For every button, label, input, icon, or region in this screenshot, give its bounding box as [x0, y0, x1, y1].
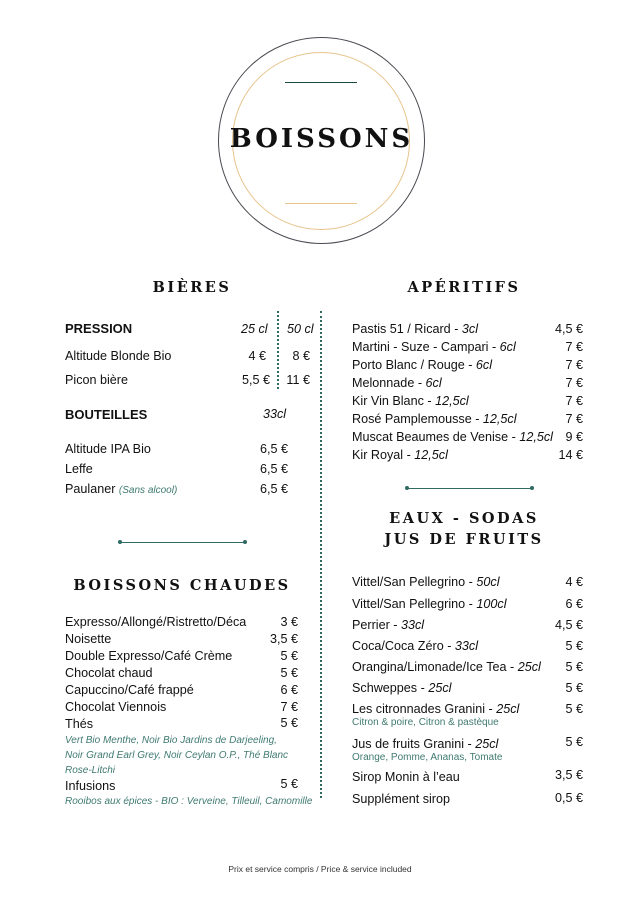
chaude-item-price: 6 € [280, 683, 298, 697]
infusions-name: Infusions [65, 779, 116, 793]
chaude-item-price: 7 € [280, 700, 298, 714]
aperitif-item-name: Muscat Beaumes de Venise - 12,5cl [352, 430, 553, 444]
pression-item-price-50: 11 € [286, 373, 310, 387]
section-title-eaux-line1: EAUX - SODAS [389, 510, 539, 527]
eau-item-price: 5 € [565, 702, 583, 716]
eau-item-name: Jus de fruits Granini - 25cl [352, 737, 499, 751]
bouteille-item-note: (Sans alcool) [118, 485, 178, 496]
chaude-item-name: Noisette [65, 632, 112, 646]
bouteille-item-price: 6,5 € [259, 442, 288, 456]
aperitif-item-price: 7 € [565, 412, 583, 426]
eau-item-name: Orangina/Limonade/Ice Tea - 25cl [352, 660, 541, 674]
eau-item-name: Coca/Coca Zéro - 33cl [352, 639, 478, 653]
chaude-item-name: Chocolat Viennois [65, 700, 167, 714]
bieres-bottom-divider [120, 542, 245, 543]
bouteilles-label: BOUTEILLES [65, 407, 148, 422]
eau-item-price: 6 € [565, 597, 583, 611]
section-title-chaudes: BOISSONS CHAUDES [73, 577, 291, 594]
chaude-item-price: 3 € [280, 615, 298, 629]
chaude-item-price: 5 € [280, 649, 298, 663]
infusions-note: Rooibos aux épices - BIO : Verveine, Tilleuil, Camomille [65, 796, 313, 807]
chaude-item-name: Capuccino/Café frappé [65, 683, 194, 697]
pression-item-name: Picon bière [65, 373, 129, 387]
eau-item-price: 5 € [565, 735, 583, 749]
aperitif-item-name: Kir Royal - 12,5cl [352, 448, 448, 462]
aperitif-item-price: 7 € [565, 394, 583, 408]
pression-item-price-25: 4 € [248, 349, 266, 363]
eau-item-name: Perrier - 33cl [352, 618, 425, 632]
section-title-aperitifs: APÉRITIFS [407, 279, 521, 296]
pression-label: PRESSION [65, 321, 133, 336]
eau-item-price: 4,5 € [554, 618, 583, 632]
page-title: BOISSONS [229, 124, 414, 154]
bouteille-item-name: Leffe [65, 462, 93, 476]
aperitif-item-name: Rosé Pamplemousse - 12,5cl [352, 412, 517, 426]
chaude-item-price: 5 € [280, 666, 298, 680]
eau-item-price: 5 € [565, 639, 583, 653]
infusions-price: 5 € [280, 777, 298, 791]
pression-item-price-50: 8 € [292, 349, 310, 363]
eau-item-name: Vittel/San Pellegrino - 50cl [352, 575, 500, 589]
eau-item-note: Citron & poire, Citron & pastèque [352, 717, 499, 728]
chaude-item-price: 5 € [280, 716, 298, 730]
aperitif-item-name: Kir Vin Blanc - 12,5cl [352, 394, 469, 408]
pression-col-25: 25 cl [241, 322, 268, 336]
aperitif-item-price: 4,5 € [554, 322, 583, 336]
thes-note-line: Vert Bio Menthe, Noir Bio Jardins de Darjeeling, [65, 735, 277, 746]
aperitif-item-price: 14 € [558, 448, 583, 462]
bouteille-item-price: 6,5 € [259, 462, 288, 476]
aperitif-item-price: 9 € [565, 430, 583, 444]
chaude-item-price: 3,5 € [269, 632, 298, 646]
aperitif-item-name: Melonnade - 6cl [352, 376, 442, 390]
section-title-eaux-line2: JUS DE FRUITS [384, 531, 544, 548]
eau-item-name: Les citronnades Granini - 25cl [352, 702, 520, 716]
pression-item-name: Altitude Blonde Bio [65, 349, 172, 363]
aperitif-item-name: Pastis 51 / Ricard - 3cl [352, 322, 478, 336]
aperitif-item-price: 7 € [565, 376, 583, 390]
eau-item-price: 5 € [565, 681, 583, 695]
bouteille-item-price: 6,5 € [259, 482, 288, 496]
eau-item-note: Orange, Pomme, Ananas, Tomate [352, 752, 503, 763]
aperitifs-bottom-divider [407, 488, 532, 489]
eau-item-name: Schweppes - 25cl [352, 681, 452, 695]
chaude-item-name: Double Expresso/Café Crème [65, 649, 233, 663]
thes-note-line: Rose-Litchi [65, 765, 116, 776]
eau-item-price: 5 € [565, 660, 583, 674]
chaude-item-name: Thés [65, 717, 93, 731]
title-rule-bottom [285, 203, 357, 204]
title-rule-top [285, 82, 357, 83]
aperitif-item-price: 7 € [565, 358, 583, 372]
bouteilles-col-33: 33cl [263, 407, 287, 421]
eau-item-price: 3,5 € [554, 768, 583, 782]
section-title-bieres: BIÈRES [152, 279, 232, 296]
thes-note-line: Noir Grand Earl Grey, Noir Ceylan O.P., Thé Blanc [65, 750, 289, 761]
pression-item-price-25: 5,5 € [241, 373, 270, 387]
aperitif-item-price: 7 € [565, 340, 583, 354]
chaude-item-name: Chocolat chaud [65, 666, 153, 680]
aperitif-item-name: Martini - Suze - Campari - 6cl [352, 340, 516, 354]
bouteille-item-name: Altitude IPA Bio [65, 442, 151, 456]
eau-item-name: Supplément sirop [352, 792, 451, 806]
eau-item-name: Vittel/San Pellegrino - 100cl [352, 597, 507, 611]
bouteille-item-name: Paulaner (Sans alcool) [65, 482, 178, 496]
center-column-divider [320, 311, 322, 798]
eau-item-name: Sirop Monin à l’eau [352, 770, 460, 784]
pression-col-50: 50 cl [287, 322, 314, 336]
aperitif-item-name: Porto Blanc / Rouge - 6cl [352, 358, 493, 372]
eau-item-price: 4 € [565, 575, 583, 589]
chaude-item-name: Expresso/Allongé/Ristretto/Déca [65, 615, 247, 629]
eau-item-price: 0,5 € [554, 791, 583, 805]
footer-note: Prix et service compris / Price & service included [228, 864, 412, 874]
